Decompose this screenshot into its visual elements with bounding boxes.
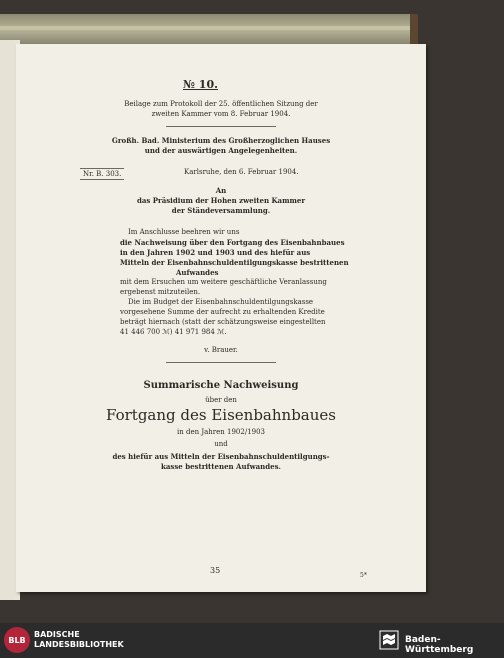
section-main-title: Fortgang des Eisenbahnbaues (106, 406, 336, 424)
section-over: über den (205, 396, 237, 404)
addressee-line-1: An (215, 186, 227, 195)
library-name-line-2: LANDESBIBLIOTHEK (34, 640, 124, 649)
signature-mark: 5* (360, 572, 367, 579)
body-line: Aufwandes (176, 268, 219, 277)
section-tail-line-2: kasse bestrittenen Aufwandes. (161, 462, 281, 471)
separator-rule (166, 126, 276, 127)
addressee-line-3: der Ständeversammlung. (171, 206, 271, 215)
bw-coat-of-arms-icon[interactable] (378, 629, 400, 651)
body-line: Mitteln der Eisenbahnschuldentilgungskasse bestrittenen (120, 258, 349, 267)
library-name-line-1: BADISCHE (34, 630, 80, 639)
place-date: Karlsruhe, den 6. Februar 1904. (184, 168, 299, 176)
body-line: vorgesehene Summe der aufrecht zu erhaltenden Kredite (120, 308, 325, 316)
addressee-line-2: das Präsidium der Hohen zweiten Kammer (136, 196, 306, 205)
ministry-line-2: und der auswärtigen Angelegenheiten. (144, 146, 298, 155)
book-cover-top (0, 14, 416, 48)
subtitle-line-1: Beilage zum Protokoll der 25. öffentlichen Sitzung der (124, 100, 318, 108)
body-line: beträgt hiernach (statt der schätzungsweise eingestellten (120, 318, 326, 326)
document-page (16, 44, 426, 592)
subtitle-line-2: zweiten Kammer vom 8. Februar 1904. (151, 110, 291, 118)
body-line: die Nachweisung über den Fortgang des Eisenbahnbaues (120, 238, 345, 247)
book-cover-edge (0, 26, 416, 30)
section-and: und (214, 440, 228, 448)
body-line: mit dem Ersuchen um weitere geschäftliche Veranlassung (120, 278, 327, 286)
page-number: 35 (210, 566, 221, 575)
footer-bar (0, 623, 504, 658)
state-name: Baden-Württemberg (405, 635, 474, 655)
body-line: in den Jahren 1902 und 1903 und des hiefür aus (120, 248, 311, 257)
previous-page-edge (0, 40, 14, 600)
section-years: in den Jahren 1902/1903 (176, 428, 266, 436)
separator-rule (166, 362, 276, 363)
library-name (34, 630, 124, 650)
body-line: Die im Budget der Eisenbahnschuldentilgungskasse (128, 298, 314, 306)
section-tail-line-1: des hiefür aus Mitteln der Eisenbahnschuldentilgungs- (112, 452, 330, 461)
body-line: ergebenst mitzuteilen. (120, 288, 201, 296)
blb-logo-icon[interactable]: BLB (4, 627, 30, 653)
ministry-line-1: Großh. Bad. Ministerium des Großherzoglichen Hauses (111, 136, 331, 145)
book-spine (410, 14, 418, 48)
signatory: v. Brauer. (204, 346, 238, 354)
body-line: Im Anschlusse beehren wir uns (128, 228, 240, 236)
reference-number: Nr. B. 303. (80, 168, 124, 180)
body-line: 41 446 700 ℳ) 41 971 984 ℳ. (120, 328, 227, 336)
section-title: Summarische Nachweisung (143, 380, 299, 391)
document-number: № 10. (183, 78, 218, 91)
